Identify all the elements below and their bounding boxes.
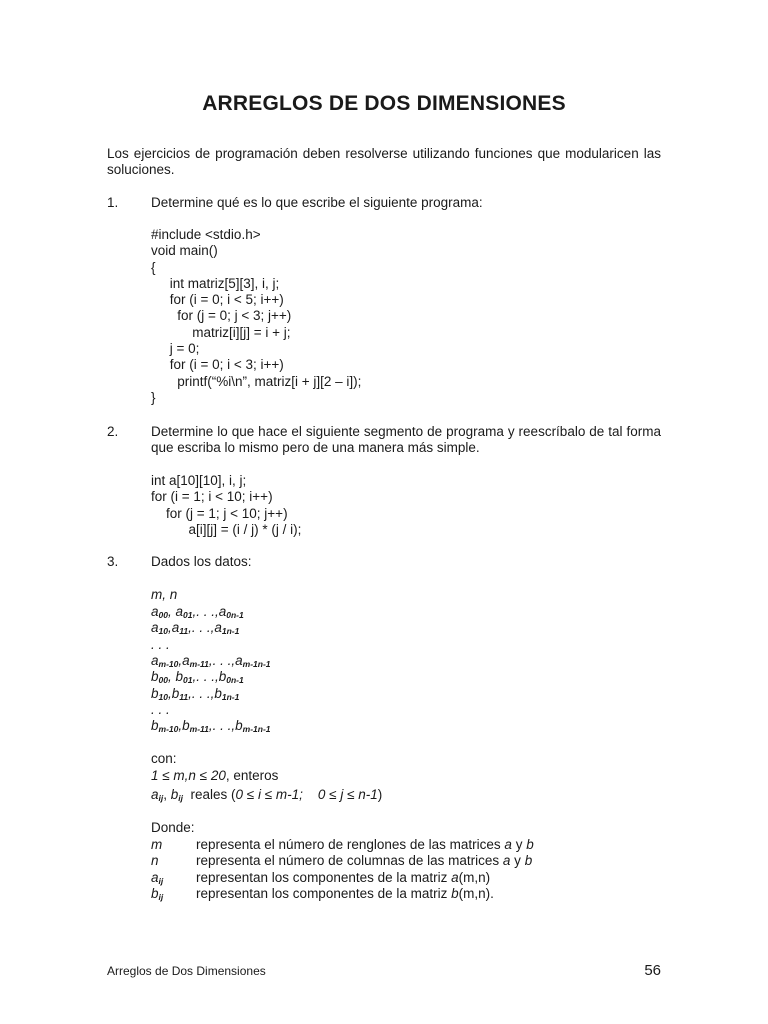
donde-label: Donde: <box>151 820 195 835</box>
data-separator: ,. . ., <box>208 652 236 668</box>
constraint-mn-text: , enteros <box>225 768 279 783</box>
constraint-b-sub: ij <box>178 793 184 803</box>
data-element-subscript: m-11 <box>189 724 209 735</box>
data-element-base: a <box>235 652 243 668</box>
data-element-base: b <box>151 718 159 734</box>
constraint-sep: , <box>163 787 171 802</box>
page-title: ARREGLOS DE DOS DIMENSIONES <box>202 92 566 115</box>
constraint-ab <box>151 787 382 806</box>
data-element-subscript: m-10 <box>158 724 179 735</box>
definition-term: $b_{ij}$ <box>151 885 164 902</box>
data-separator: , <box>167 620 172 636</box>
exercise-2-number: 2. <box>107 424 119 439</box>
constraint-range-j: 0 ≤ j ≤ n-1 <box>317 787 378 802</box>
definition-term: $a_{ij}$ <box>151 869 164 886</box>
data-separator: ,. . ., <box>192 669 219 685</box>
constraint-b: b <box>170 787 179 802</box>
constraint-reales: reales ( <box>183 787 236 802</box>
data-separator: . . . <box>151 636 170 652</box>
data-element-base: a <box>151 620 159 636</box>
data-element-subscript: 01 <box>183 675 193 686</box>
data-element-base: a <box>218 604 227 619</box>
definition-row <box>151 837 534 853</box>
data-element-base: b <box>182 718 190 734</box>
exercise-3-text: Dados los datos: <box>151 554 252 569</box>
data-element-subscript: 0n-1 <box>226 675 244 686</box>
data-element-base: b <box>235 718 243 734</box>
data-separator: , <box>167 685 172 701</box>
data-element-base: b <box>151 685 159 701</box>
data-element-base: b <box>171 685 180 701</box>
constraint-gap <box>303 787 318 802</box>
constraint-range-i: 0 ≤ i ≤ m-1; <box>235 787 303 802</box>
data-element-subscript: 0n-1 <box>226 610 244 620</box>
data-element-base: a <box>151 604 159 619</box>
data-element-subscript: 11 <box>179 691 189 702</box>
exercise-1-number: 1. <box>107 195 119 210</box>
data-separator: , <box>178 718 183 734</box>
definition-description: representa el número de renglones de las matrices a y b <box>196 837 534 852</box>
exercise-3-number: 3. <box>107 554 119 569</box>
constraint-mn-math: 1 ≤ m,n ≤ 20 <box>151 768 226 783</box>
data-element-base: a <box>182 652 190 668</box>
data-separator: . . . <box>151 701 170 717</box>
exercise-2-code: int a[10][10], i, j; for (i = 1; i < 10; i++) for (j = 1; j < 10; j++) a[i][j] = (i / j) * (j / i); <box>151 473 302 537</box>
data-element-subscript: 1n-1 <box>221 691 240 702</box>
definition-row <box>151 853 532 869</box>
constraint-a: a <box>151 787 159 802</box>
constraint-mn <box>151 768 278 784</box>
exercise-2-text: Determine lo que hace el siguiente segmento de programa y reescríbalo de tal forma que escriba lo mismo pero de una manera más simple. <box>151 424 661 456</box>
data-separator: ,. . ., <box>188 685 215 701</box>
data-separator: , <box>178 652 183 668</box>
data-header: m, n <box>151 587 178 602</box>
data-line <box>151 718 271 737</box>
constraint-a-sub: ij <box>158 793 164 803</box>
footer-title: Arreglos de Dos Dimensiones <box>107 964 266 978</box>
data-element-base: b <box>214 685 222 701</box>
definition-description: representa el número de columnas de las matrices a y b <box>196 853 533 869</box>
definition-description: representan los componentes de la matriz b(m,n). <box>196 885 494 901</box>
con-label: con: <box>151 751 177 766</box>
data-element-subscript: m-11 <box>189 658 209 669</box>
data-separator: , <box>167 604 176 619</box>
data-element-subscript: 1n-1 <box>221 626 240 637</box>
data-element-base: a <box>175 604 184 619</box>
data-separator: ,. . ., <box>192 604 219 619</box>
data-element-base: a <box>151 652 159 668</box>
data-element-subscript: 01 <box>183 610 193 620</box>
definition-term: m <box>151 837 163 852</box>
data-separator: ,. . ., <box>188 620 215 636</box>
data-element-subscript: m-10 <box>158 658 179 669</box>
data-element-subscript: 00 <box>158 675 168 686</box>
data-element-base: b <box>218 669 227 685</box>
data-line <box>151 702 170 718</box>
data-element-subscript: 10 <box>158 626 168 637</box>
intro-paragraph: Los ejercicios de programación deben resolverse utilizando funciones que modularicen las soluciones. <box>107 146 661 178</box>
data-element-base: a <box>171 620 180 636</box>
page-number: 56 <box>644 962 661 979</box>
data-separator: , <box>167 669 176 685</box>
data-element-base: b <box>175 669 184 685</box>
data-element-subscript: 00 <box>158 610 168 620</box>
data-element-subscript: m-1n-1 <box>242 724 271 735</box>
definition-term: n <box>151 853 159 869</box>
data-element-subscript: 10 <box>158 691 168 702</box>
definition-description: representan los componentes de la matriz a(m,n) <box>196 869 491 885</box>
data-element-base: a <box>214 620 222 636</box>
data-element-subscript: 11 <box>179 626 189 637</box>
definition-row <box>151 886 494 905</box>
data-element-base: b <box>151 669 159 685</box>
data-element-subscript: m-1n-1 <box>242 658 271 669</box>
data-separator: ,. . ., <box>208 718 236 734</box>
constraint-close: ) <box>377 787 383 802</box>
exercise-1-code: #include <stdio.h> void main() { int matriz[5][3], i, j; for (i = 0; i < 5; i++) for (j = 0; j < 3; j++) matriz[i][j] = i + j; j = 0; for (i = 0; i < 3; i++) printf(“%i\n”, matriz[i + j][2 – i]); } <box>151 227 362 405</box>
exercise-1-text: Determine qué es lo que escribe el siguiente programa: <box>151 195 483 210</box>
data-line <box>151 637 170 653</box>
